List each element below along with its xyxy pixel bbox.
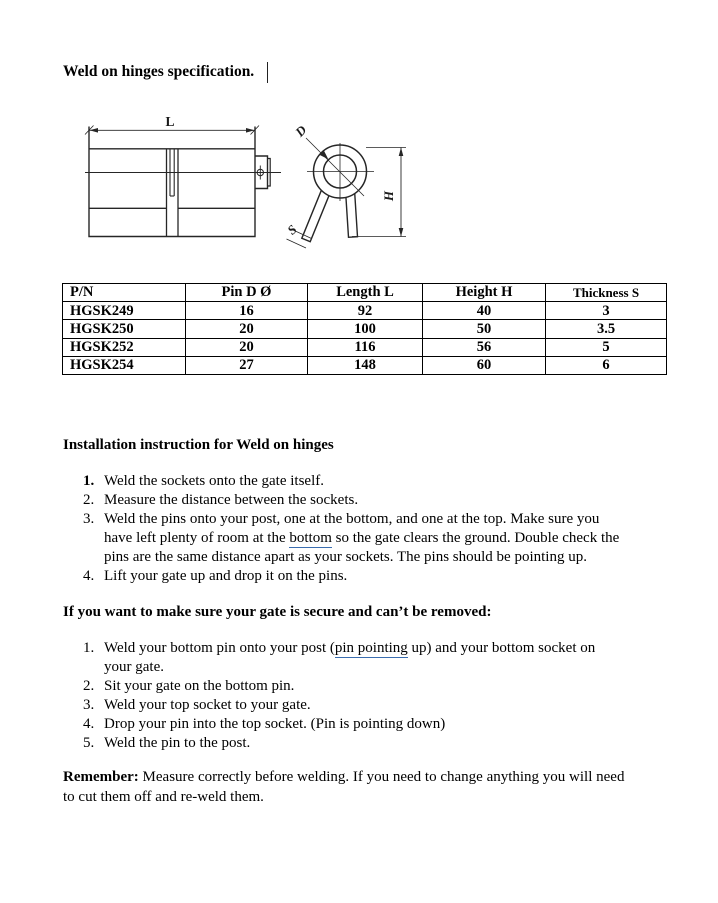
table-cell: 100 [308, 320, 423, 338]
table-cell: 40 [423, 302, 546, 320]
spec-table [62, 283, 667, 375]
table-cell: 60 [423, 356, 546, 374]
table-cell: 3 [546, 302, 667, 320]
table-cell: 27 [186, 356, 308, 374]
list-marker: 3. [83, 511, 95, 527]
list-text: Drop your pin into the top socket. (Pin is pointing down) [104, 716, 446, 732]
list-text: your gate. [104, 659, 164, 675]
page-title: Weld on hinges specification. [63, 63, 255, 80]
list-item [63, 491, 703, 510]
grammar-underline: pin pointing [334, 640, 408, 656]
list-text: Weld your top socket to your gate. [104, 697, 311, 713]
install-heading: Installation instruction for Weld on hinges [63, 437, 334, 453]
list-marker: 1. [83, 640, 95, 656]
list-item [63, 696, 703, 715]
list-item [63, 472, 703, 491]
dim-L-label: L [165, 114, 175, 129]
table-cell: 16 [186, 302, 308, 320]
table-row [63, 356, 667, 374]
table-header-row [63, 284, 667, 302]
list-text: Measure the distance between the sockets. [104, 492, 359, 508]
list-text: Weld the pins onto your post, one at the bottom, and one at the top. Make sure you [104, 511, 600, 527]
list-marker: 3. [83, 697, 95, 713]
table-cell: 5 [546, 338, 667, 356]
list-text: pins are the same distance apart as your sockets. The pins should be pointing up. [104, 549, 587, 565]
list-marker: 2. [83, 492, 95, 508]
col-header: Pin D Ø [186, 284, 308, 302]
table-cell: 56 [423, 338, 546, 356]
table-cell: 20 [186, 320, 308, 338]
table-cell: 116 [308, 338, 423, 356]
table-cell: HGSK252 [63, 338, 186, 356]
hinge-side-view-drawing [85, 114, 281, 237]
list-item [63, 677, 703, 696]
table-cell: 20 [186, 338, 308, 356]
list-text: Sit your gate on the bottom pin. [104, 678, 295, 694]
list-item [63, 715, 703, 734]
table-cell: 50 [423, 320, 546, 338]
col-header: Height H [423, 284, 546, 302]
table-cell: HGSK254 [63, 356, 186, 374]
list-text: Lift your gate up and drop it on the pins. [104, 568, 348, 584]
col-header: P/N [63, 284, 186, 302]
list-marker: 4. [83, 716, 95, 732]
table-cell: 3.5 [546, 320, 667, 338]
hinge-assembly-drawing [0, 0, 718, 270]
list-item [63, 567, 703, 586]
list-marker: 2. [83, 678, 95, 694]
table-cell: 92 [308, 302, 423, 320]
remember-paragraph: Remember: Measure correctly before welding. If you need to change anything you will need to cut them off and re-weld them. [63, 769, 625, 805]
list-item [63, 639, 703, 677]
dim-S-label: S [284, 221, 300, 238]
list-marker: 1. [83, 473, 95, 489]
table-cell: 6 [546, 356, 667, 374]
grammar-underline: bottom [289, 530, 332, 546]
list-item [63, 510, 703, 567]
col-header: Thickness S [546, 284, 667, 302]
table-row [63, 302, 667, 320]
table-cell: 148 [308, 356, 423, 374]
col-header: Length L [308, 284, 423, 302]
list-text: Weld the sockets onto the gate itself. [104, 473, 324, 489]
list-marker: 4. [83, 568, 95, 584]
pin-profile-drawing [284, 122, 406, 248]
remember-label: Remember: [63, 769, 139, 785]
table-cell: HGSK249 [63, 302, 186, 320]
list-text: Weld your bottom pin onto your post (pin pointing up) and your bottom socket on [104, 640, 596, 656]
list-text: Weld the pin to the post. [104, 735, 251, 751]
table-row [63, 320, 667, 338]
list-text: have left plenty of room at the bottom so the gate clears the ground. Double check the [104, 530, 620, 546]
secure-heading: If you want to make sure your gate is secure and can’t be removed: [63, 604, 492, 620]
install-list [63, 472, 703, 586]
secure-list [63, 639, 703, 753]
list-marker: 5. [83, 735, 95, 751]
list-item [63, 734, 703, 753]
dim-D-label: D [292, 122, 310, 140]
dim-H-label: H [381, 190, 396, 202]
table-row [63, 338, 667, 356]
table-cell: HGSK250 [63, 320, 186, 338]
